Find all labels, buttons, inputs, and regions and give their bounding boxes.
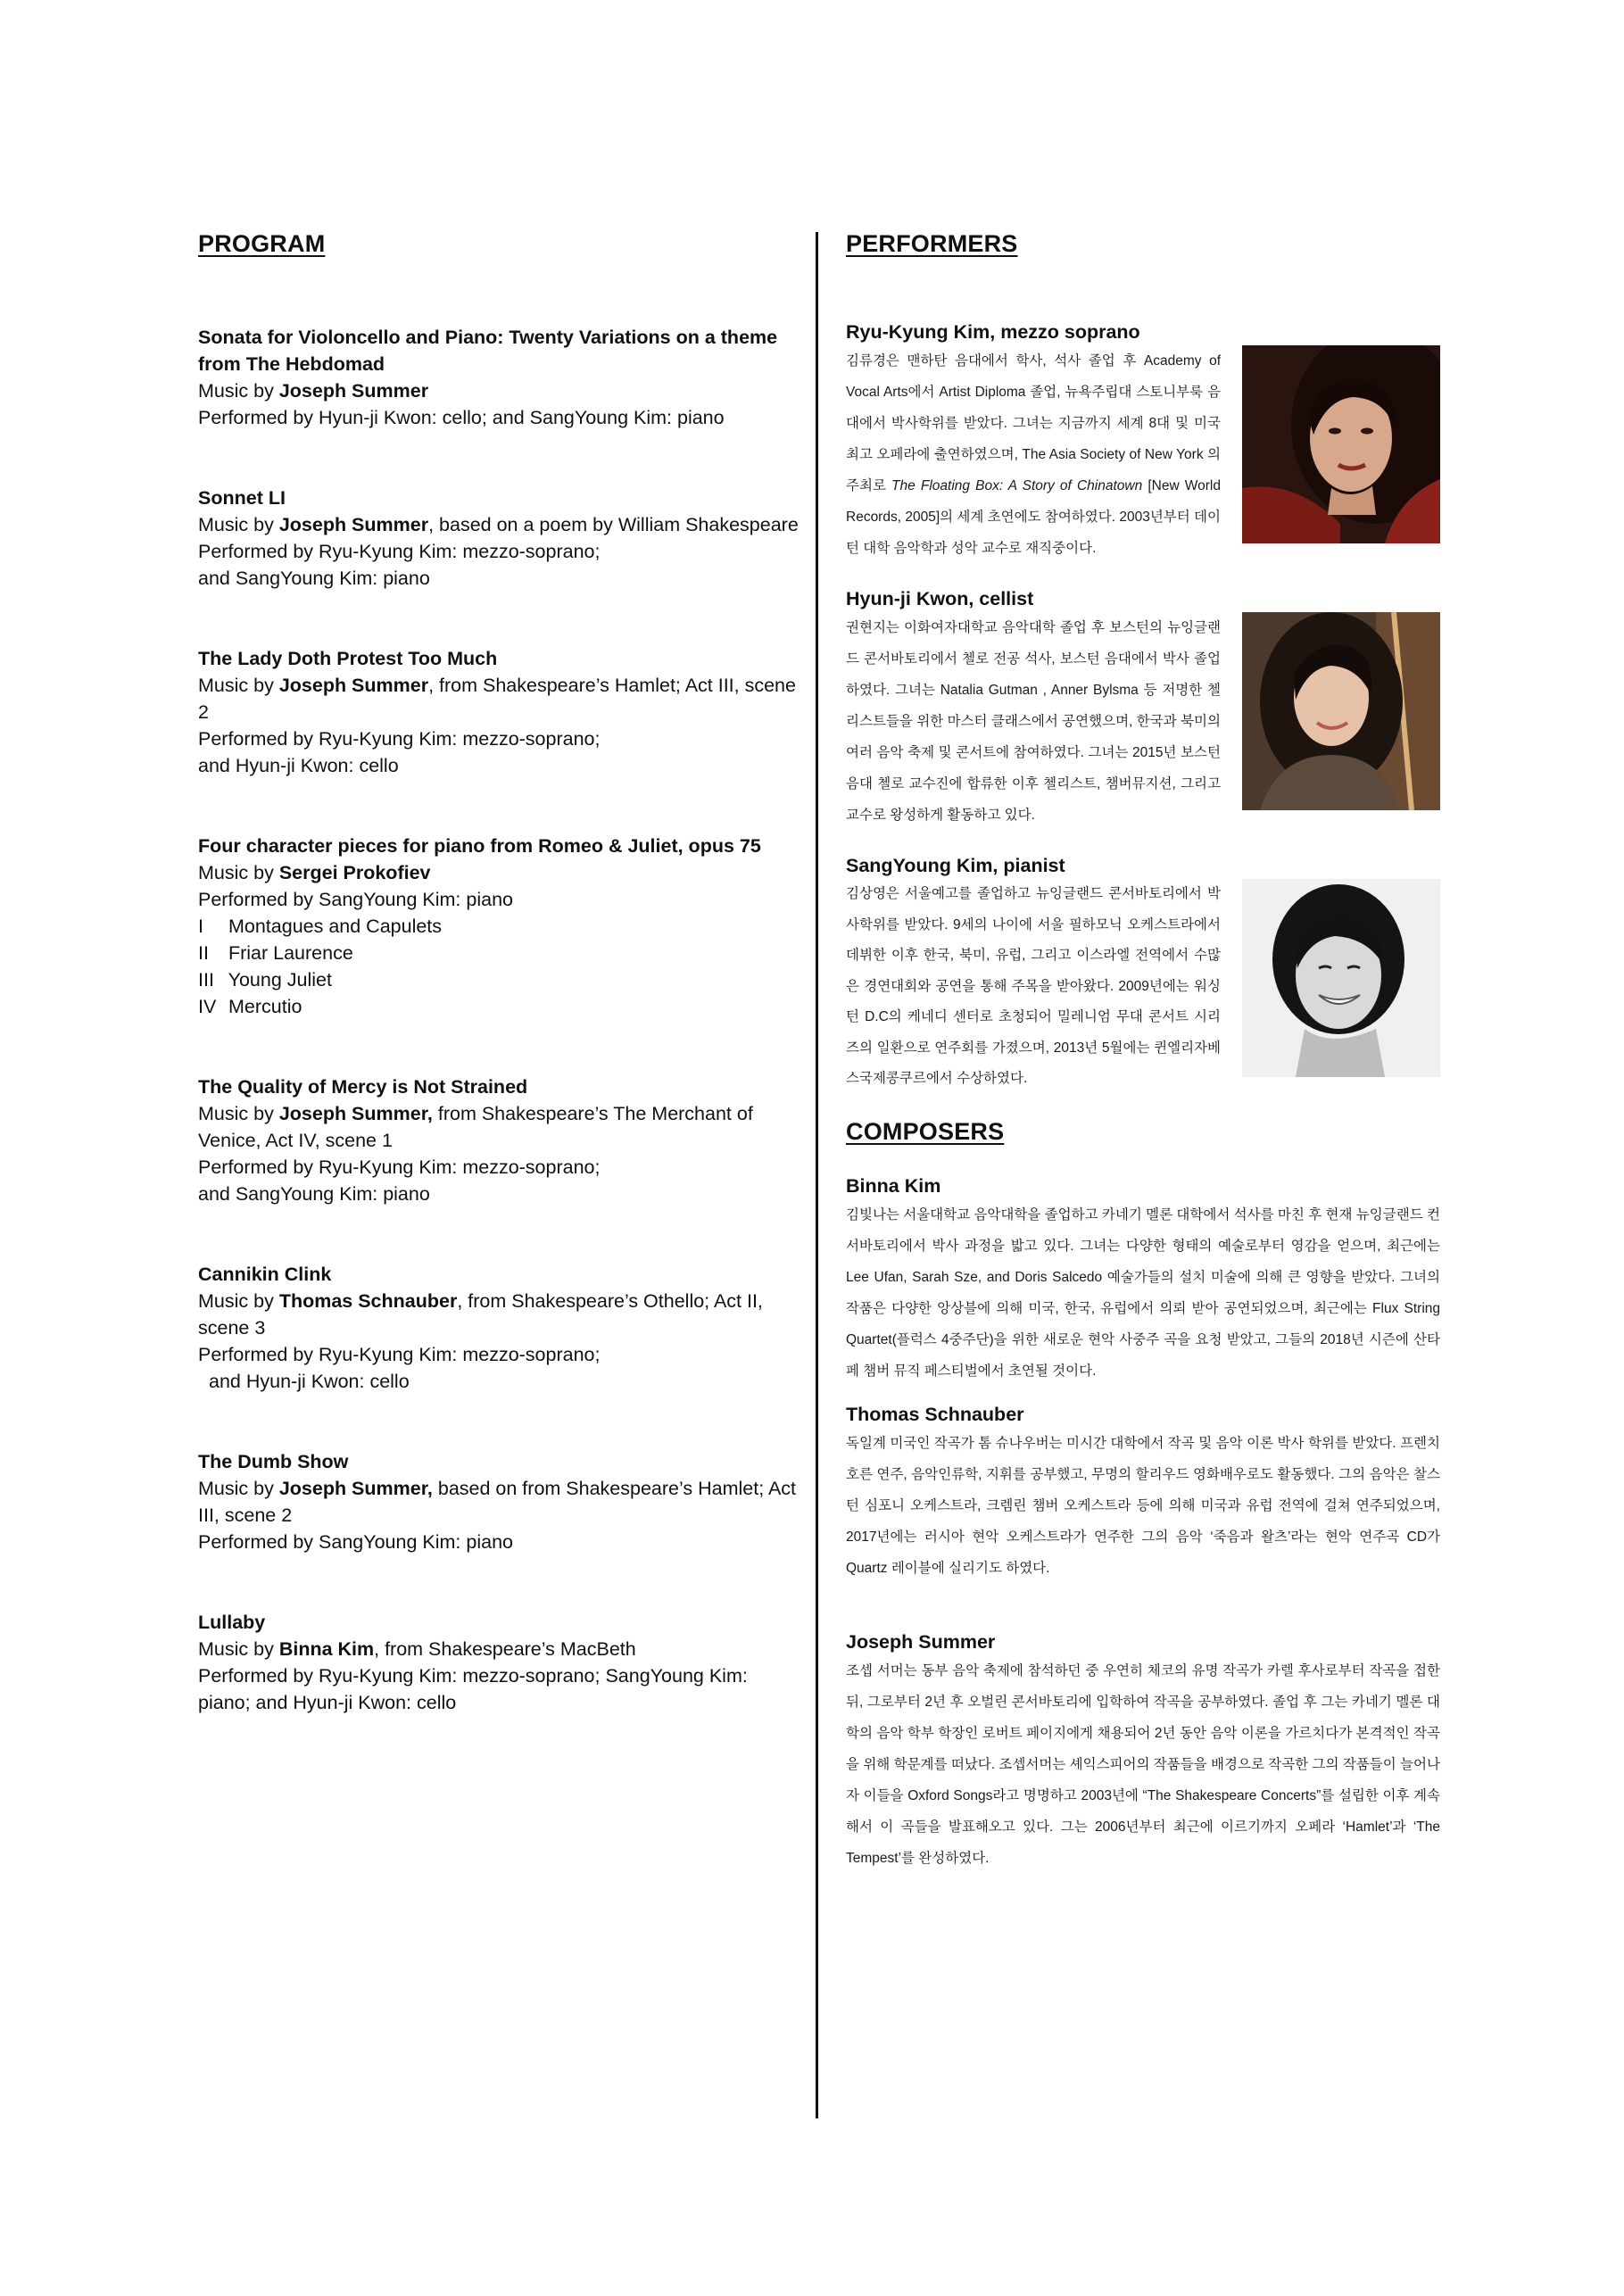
composer-name: Binna Kim	[278, 1638, 375, 1660]
piece-title: Sonnet LI	[198, 487, 286, 509]
composer-name: Sergei Prokofiev	[278, 862, 431, 883]
composer-entry	[846, 1173, 1440, 1387]
program-item	[198, 833, 805, 1020]
composer-entry	[846, 1629, 1440, 1874]
composer-bio: 김빛나는 서울대학교 음악대학을 졸업하고 카네기 멜론 대학에서 석사를 마친 후 현재 뉴잉글랜드 컨서바토리에서 박사 과정을 밟고 있다. 그녀는 다양한 형태의 예술로부터 영감을 얻으며, 최근에는 Lee Ufan, Sarah Sze, and Doris Salcedo 예술가들의 설치 미술에 의해 큰 영향을 받았다. 그녀의 작품은 다양한 앙상블에 의해 미국, 한국, 유럽에서 의뢰 받아 공연되었으며, 최근에는 Flux String Quartet(플럭스 4중주단)을 위한 새로운 현악 사중주 곡을 요청 받았고, 그들의 2018년 시즌에 산타페 챔버 뮤직 페스티벌에서 초연될 것이다.	[846, 1206, 1440, 1379]
program-item	[198, 485, 805, 592]
program-item	[198, 645, 805, 779]
program-column	[198, 230, 805, 1716]
program-item	[198, 1609, 805, 1716]
performer-bio: 김류경은 맨하탄 음대에서 학사, 석사 졸업 후 Academy of Vocal Arts에서 Artist Diploma 졸업, 뉴욕주립대 스토니부룩 음대에서 박사학위를 받았다. 그녀는 지금까지 세계 8대 및 미국 최고 오페라에 출연하였으며, The Asia Society of New York 의 주최로 The Floating Box: A Story of Chinatown [New World Records, 2005]의 세계 초연에도 참여하였다. 2003년부터 데이턴 대학 음악학과 성악 교수로 재직중이다.	[846, 353, 1221, 556]
performer-name: Hyun-ji Kwon, cellist	[846, 588, 1034, 609]
performer-bio: 권현지는 이화여자대학교 음악대학 졸업 후 보스턴의 뉴잉글랜드 콘서바토리에서 첼로 전공 석사, 보스턴 음대에서 박사 졸업하였다. 그녀는 Natalia Gutman , Anner Bylsma 등 저명한 첼리스트들을 위한 마스터 클래스에서 공연했으며, 한국과 북미의 여러 음악 축제 및 콘서트에 참여하였다. 그녀는 2015년 보스턴 음대 첼로 교수진에 합류한 이후 첼리스트, 챔버뮤지션, 그리고 교수로 왕성하게 활동하고 있다.	[846, 620, 1221, 823]
performer-photo	[1242, 345, 1440, 543]
program-heading: PROGRAM	[198, 230, 326, 257]
composer-name: Thomas Schnauber	[278, 1290, 458, 1312]
composers-heading: COMPOSERS	[846, 1117, 1005, 1145]
music-credit: Music by Joseph Summer, from Shakespeare’s Hamlet; Act III, scene 2	[198, 675, 796, 723]
performer-name: SangYoung Kim, pianist	[846, 855, 1065, 876]
performer-entry	[846, 319, 1440, 564]
music-credit: Music by Joseph Summer, from Shakespeare’s The Merchant of Venice, Act IV, scene 1	[198, 1103, 753, 1151]
portrait-image	[1242, 879, 1440, 1077]
program-item	[198, 1261, 805, 1395]
performer-credit: Performed by SangYoung Kim: piano	[198, 1531, 513, 1553]
performer-credit: and SangYoung Kim: piano	[198, 568, 430, 589]
piece-title: The Quality of Mercy is Not Strained	[198, 1076, 528, 1098]
performer-photo	[1242, 612, 1440, 810]
music-credit: Music by Joseph Summer	[198, 380, 429, 402]
performer-credit: Performed by Ryu-Kyung Kim: mezzo-soprano;	[198, 1156, 601, 1178]
movement-item: I Montagues and Capulets	[198, 916, 443, 937]
piece-title: The Lady Doth Protest Too Much	[198, 648, 498, 669]
performers-heading: PERFORMERS	[846, 230, 1018, 257]
composer-name: Joseph Summer	[278, 675, 429, 696]
composer-name: Binna Kim	[846, 1174, 941, 1197]
performer-credit: and SangYoung Kim: piano	[198, 1183, 430, 1205]
piece-title: Sonata for Violoncello and Piano: Twenty Variations on a theme from The Hebdomad	[198, 327, 778, 375]
piece-title: Four character pieces for piano from Romeo & Juliet, opus 75	[198, 835, 761, 857]
music-credit: Music by Thomas Schnauber, from Shakespeare’s Othello; Act II, scene 3	[198, 1290, 763, 1339]
performer-photo	[1242, 879, 1440, 1077]
composer-bio: 독일계 미국인 작곡가 톰 슈나우버는 미시간 대학에서 작곡 및 음악 이론 박사 학위를 받았다. 프렌치 호른 연주, 음악인류학, 지휘를 공부했고, 무명의 할리우드 영화배우로도 활동했다. 그의 음악은 찰스턴 심포니 오케스트라, 크렘린 챔버 오케스트라 등에 의해 미국과 유럽 전역에 걸쳐 연주되었으며, 2017년에는 러시아 현악 오케스트라가 연주한 그의 음악 ‘죽음과 왈츠’라는 현악 연주곡 CD가 Quartz 레이블에 실리기도 하였다.	[846, 1435, 1440, 1576]
performer-credit: and Hyun-ji Kwon: cello	[198, 755, 399, 776]
performer-credit: Performed by Ryu-Kyung Kim: mezzo-soprano;	[198, 1344, 601, 1365]
portrait-image	[1242, 612, 1440, 810]
composer-name: Joseph Summer	[278, 514, 429, 535]
performer-credit: Performed by Ryu-Kyung Kim: mezzo-soprano; SangYoung Kim: piano; and Hyun-ji Kwon: cello	[198, 1665, 748, 1713]
piece-title: Lullaby	[198, 1612, 266, 1633]
performer-credit: Performed by Ryu-Kyung Kim: mezzo-soprano;	[198, 541, 601, 562]
music-credit: Music by Joseph Summer, based on a poem by William Shakespeare	[198, 514, 799, 535]
performer-credit: Performed by Ryu-Kyung Kim: mezzo-soprano;	[198, 728, 601, 750]
performers-column	[846, 230, 1440, 1874]
movement-item: IV Mercutio	[198, 996, 302, 1017]
composer-name: Joseph Summer	[846, 1630, 996, 1653]
program-item	[198, 1073, 805, 1207]
performer-name: Ryu-Kyung Kim, mezzo soprano	[846, 321, 1140, 343]
performer-bio: 김상영은 서울예고를 졸업하고 뉴잉글랜드 콘서바토리에서 박사학위를 받았다. 9세의 나이에 서울 필하모닉 오케스트라에서 데뷔한 이후 한국, 북미, 유럽, 그리고 이스라엘 전역에서 수많은 경연대회와 공연을 통해 주목을 받아왔다. 2009년에는 워싱턴 D.C의 케네디 센터로 초청되어 밀레니엄 무대 콘서트 시리즈의 일환으로 연주회를 가졌으며, 2013년 5월에는 퀸엘리자베스국제콩쿠르에서 수상하였다.	[846, 886, 1221, 1086]
performer-credit: Performed by SangYoung Kim: piano	[198, 889, 513, 910]
composer-name: Thomas Schnauber	[846, 1403, 1024, 1425]
composer-name: Joseph Summer,	[278, 1478, 433, 1499]
piece-title: Cannikin Clink	[198, 1264, 332, 1285]
piece-title: The Dumb Show	[198, 1451, 349, 1472]
performer-credit: Performed by Hyun-ji Kwon: cello; and SangYoung Kim: piano	[198, 407, 725, 428]
composer-name: Joseph Summer,	[278, 1103, 433, 1124]
performer-entry	[846, 852, 1440, 1095]
performer-credit: and Hyun-ji Kwon: cello	[209, 1371, 410, 1392]
music-credit: Music by Joseph Summer, based on from Shakespeare’s Hamlet; Act III, scene 2	[198, 1478, 797, 1526]
performer-entry	[846, 585, 1440, 831]
program-item	[198, 1448, 805, 1555]
portrait-image	[1242, 345, 1440, 543]
composer-entry	[846, 1401, 1440, 1584]
column-divider	[816, 232, 818, 2118]
program-item	[198, 324, 805, 431]
movement-item: III Young Juliet	[198, 969, 332, 991]
composer-name: Joseph Summer	[278, 380, 429, 402]
movement-item: II Friar Laurence	[198, 942, 353, 964]
music-credit: Music by Binna Kim, from Shakespeare’s MacBeth	[198, 1638, 636, 1660]
music-credit: Music by Sergei Prokofiev	[198, 862, 431, 883]
composer-bio: 조셉 서머는 동부 음악 축제에 참석하던 중 우연히 체코의 유명 작곡가 카렐 후사로부터 작곡을 접한 뒤, 그로부터 2년 후 오벌린 콘서바토리에 입학하여 작곡을 공부하였다. 졸업 후 그는 카네기 멜론 대학의 음악 학부 학장인 로버트 페이지에게 채용되어 2년 동안 음악 이론을 가르치다가 본격적인 작곡을 위해 학문계를 떠났다. 조셉서머는 셰익스피어의 작품들을 배경으로 작곡한 그의 작품들이 늘어나자 이들을 Oxford Songs라고 명명하고 2003년에 “The Shakespeare Concerts”를 설립한 이후 계속해서 이 곡들을 발표해오고 있다. 그는 2006년부터 최근에 이르기까지 오페라 ‘Hamlet’과 ‘The Tempest’를 완성하였다.	[846, 1662, 1440, 1866]
